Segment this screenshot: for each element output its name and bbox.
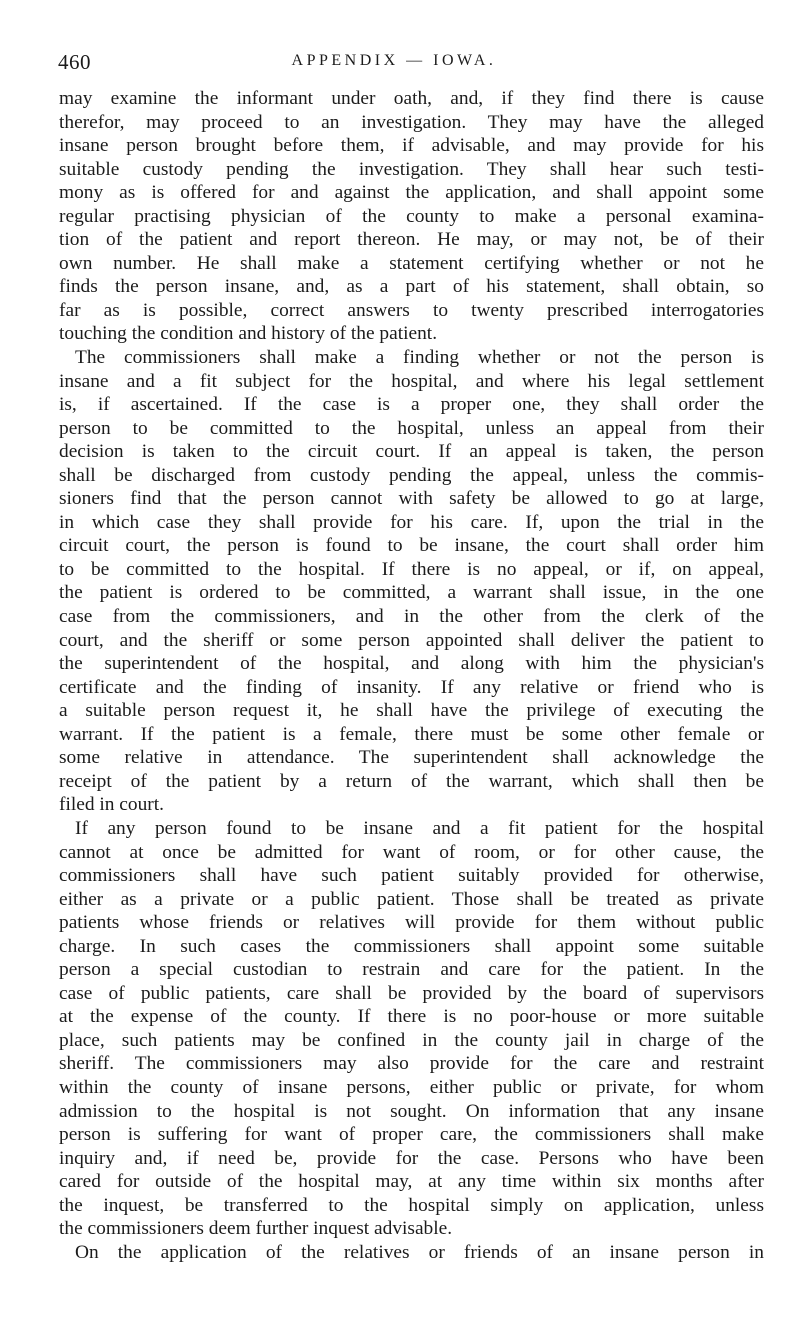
text-line: cared for outside of the hospital may, at any time within six months after bbox=[59, 1171, 764, 1193]
paragraph bbox=[59, 346, 764, 817]
text-line: patients whose friends or relatives will provide for them without public bbox=[59, 912, 764, 934]
text-line: finds the person insane, and, as a part of his statement, shall obtain, so bbox=[59, 276, 764, 298]
text-line: warrant. If the patient is a female, there must be some other female or bbox=[59, 723, 764, 745]
text-line: either as a private or a public patient. Those shall be treated as private bbox=[59, 888, 764, 910]
text-line: On the application of the relatives or friends of an insane person in bbox=[75, 1241, 764, 1263]
text-line: own number. He shall make a statement certifying whether or not he bbox=[59, 252, 764, 274]
text-line: suitable custody pending the investigation. They shall hear such testi- bbox=[59, 158, 764, 180]
text-line: commissioners shall have such patient suitably provided for otherwise, bbox=[59, 865, 764, 887]
text-line: receipt of the patient by a return of the warrant, which shall then be bbox=[59, 770, 764, 792]
text-line: insane person brought before them, if advisable, and may provide for his bbox=[59, 135, 764, 157]
body-text bbox=[59, 87, 764, 1264]
text-line: charge. In such cases the commissioners shall appoint some suitable bbox=[59, 935, 764, 957]
text-line: a suitable person request it, he shall have the privilege of executing the bbox=[59, 700, 764, 722]
text-line: inquiry and, if need be, provide for the case. Persons who have been bbox=[59, 1147, 764, 1169]
text-line: place, such patients may be confined in the county jail in charge of the bbox=[59, 1029, 764, 1051]
text-line: in which case they shall provide for his care. If, upon the trial in the bbox=[59, 511, 764, 533]
text-line: regular practising physician of the county to make a personal examina- bbox=[59, 205, 764, 227]
text-line: far as is possible, correct answers to twenty prescribed interrogatories bbox=[59, 299, 764, 321]
text-line: The commissioners shall make a finding whether or not the person is bbox=[75, 347, 764, 369]
text-line: court, and the sheriff or some person appointed shall deliver the patient to bbox=[59, 629, 764, 651]
text-line: insane and a fit subject for the hospital, and where his legal settlement bbox=[59, 370, 764, 392]
text-line: to be committed to the hospital. If there is no appeal, or if, on appeal, bbox=[59, 558, 764, 580]
text-line: cannot at once be admitted for want of room, or for other cause, the bbox=[59, 841, 764, 863]
text-line: touching the condition and history of the patient. bbox=[59, 323, 438, 345]
text-line: tion of the patient and report thereon. He may, or may not, be of their bbox=[59, 229, 764, 251]
text-line: case of public patients, care shall be provided by the board of supervisors bbox=[59, 982, 764, 1004]
text-line: shall be discharged from custody pending the appeal, unless the commis- bbox=[59, 464, 764, 486]
text-line: therefor, may proceed to an investigation. They may have the alleged bbox=[59, 111, 764, 133]
text-line: at the expense of the county. If there is no poor-house or more suitable bbox=[59, 1006, 764, 1028]
text-line: the inquest, be transferred to the hospital simply on application, unless bbox=[59, 1194, 764, 1216]
paragraph bbox=[59, 87, 764, 346]
text-line: may examine the informant under oath, and, if they find there is cause bbox=[59, 88, 764, 109]
text-line: certificate and the finding of insanity. If any relative or friend who is bbox=[59, 676, 764, 698]
text-line: is, if ascertained. If the case is a proper one, they shall order the bbox=[59, 394, 764, 416]
text-line: within the county of insane persons, either public or private, for whom bbox=[59, 1076, 764, 1098]
page-header bbox=[58, 50, 718, 76]
paragraph bbox=[59, 817, 764, 1241]
text-line: admission to the hospital is not sought. On information that any insane bbox=[59, 1100, 764, 1122]
text-line: mony as is offered for and against the application, and shall appoint some bbox=[59, 182, 764, 204]
paragraph bbox=[59, 1241, 764, 1265]
text-line: circuit court, the person is found to be insane, the court shall order him bbox=[59, 535, 764, 557]
text-line: decision is taken to the circuit court. If an appeal is taken, the person bbox=[59, 441, 764, 463]
text-line: person a special custodian to restrain and care for the patient. In the bbox=[59, 959, 764, 981]
text-line: person to be committed to the hospital, unless an appeal from their bbox=[59, 417, 764, 439]
text-line: the superintendent of the hospital, and along with him the physician's bbox=[59, 653, 764, 675]
page-number: 460 bbox=[58, 50, 91, 74]
running-head: APPENDIX — IOWA. bbox=[291, 52, 497, 69]
text-line: case from the commissioners, and in the other from the clerk of the bbox=[59, 606, 764, 628]
text-line: If any person found to be insane and a fit patient for the hospital bbox=[75, 817, 764, 839]
text-line: some relative in attendance. The superintendent shall acknowledge the bbox=[59, 747, 764, 769]
text-line: the patient is ordered to be committed, a warrant shall issue, in the one bbox=[59, 582, 764, 604]
text-line: the commissioners deem further inquest advisable. bbox=[59, 1218, 453, 1240]
text-line: sioners find that the person cannot with safety be allowed to go at large, bbox=[59, 488, 764, 510]
text-line: person is suffering for want of proper care, the commissioners shall make bbox=[59, 1124, 764, 1146]
text-line: sheriff. The commissioners may also provide for the care and restraint bbox=[59, 1053, 764, 1075]
text-line: filed in court. bbox=[59, 794, 165, 816]
